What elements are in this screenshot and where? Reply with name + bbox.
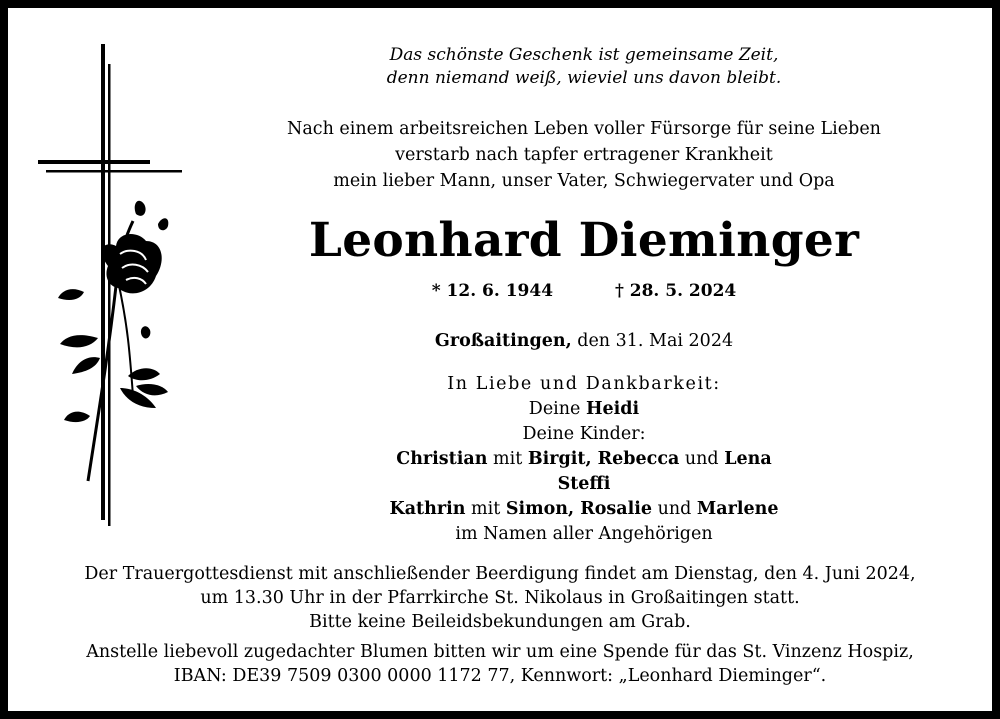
place-date: den 31. Mai 2024 — [577, 331, 734, 351]
service-line: Der Trauergottesdienst mit anschließender Beerdigung findet am Dienstag, den 4. Juni 2024, — [84, 564, 916, 584]
service-line: Bitte keine Beileidsbekundungen am Grab. — [309, 612, 691, 632]
donation-info — [8, 640, 992, 688]
life-dates — [158, 276, 1000, 306]
intro-line: mein lieber Mann, unser Vater, Schwiegervater und Opa — [333, 171, 835, 191]
family-row — [158, 447, 1000, 472]
family-row — [158, 472, 1000, 497]
intro-line: Nach einem arbeitsreichen Leben voller Fürsorge für seine Lieben — [287, 119, 881, 139]
funeral-service-info — [8, 562, 992, 634]
family-signatures — [158, 372, 1000, 547]
quote-line: Das schönste Geschenk ist gemeinsame Zeit, — [389, 45, 779, 65]
kids-label: Deine Kinder: — [522, 424, 646, 444]
family-connector: mit — [487, 449, 528, 469]
family-connector: und — [652, 499, 697, 519]
family-name: Steffi — [557, 474, 611, 494]
place-town: Großaitingen, — [434, 331, 572, 351]
place-and-date — [158, 328, 1000, 354]
family-name: Lena — [724, 449, 772, 469]
closing-line: im Namen aller Angehörigen — [455, 524, 713, 544]
family-connector: und — [679, 449, 725, 469]
death-date: † 28. 5. 2024 — [614, 281, 737, 301]
family-name: Simon, Rosalie — [505, 499, 653, 519]
intro-line: verstarb nach tapfer ertragener Krankheit — [395, 145, 773, 165]
family-name: Christian — [396, 449, 488, 469]
family-name: Marlene — [696, 499, 779, 519]
family-name: Kathrin — [389, 499, 466, 519]
birth-date: * 12. 6. 1944 — [431, 281, 554, 301]
thanks-line: In Liebe und Dankbarkeit: — [447, 374, 721, 394]
wife-name: Heidi — [585, 399, 640, 419]
service-line: um 13.30 Uhr in der Pfarrkirche St. Nikolaus in Großaitingen statt. — [200, 588, 800, 608]
family-name: Birgit, Rebecca — [527, 449, 680, 469]
quote — [158, 44, 1000, 90]
quote-line: denn niemand weiß, wieviel uns davon bleibt. — [386, 68, 782, 88]
donation-line: IBAN: DE39 7509 0300 0000 1172 77, Kennwort: „Leonhard Dieminger“. — [173, 666, 827, 686]
family-row — [158, 497, 1000, 522]
deceased-name: Leonhard Dieminger — [308, 213, 860, 268]
family-connector: mit — [465, 499, 506, 519]
intro-text — [158, 116, 1000, 194]
wife-line — [158, 397, 1000, 422]
donation-line: Anstelle liebevoll zugedachter Blumen bitten wir um eine Spende für das St. Vinzenz Hospiz, — [86, 642, 914, 662]
wife-prefix: Deine — [528, 399, 586, 419]
